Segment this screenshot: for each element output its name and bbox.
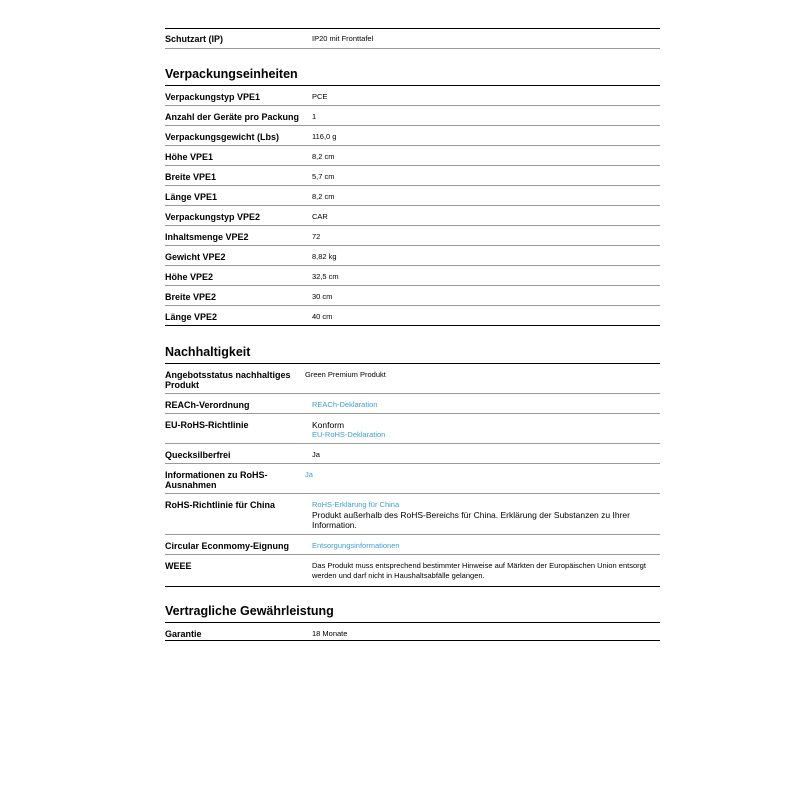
- spec-value: [305, 364, 660, 393]
- spec-value-text: Produkt außerhalb des RoHS-Bereichs für China. Erklärung der Substanzen zu Ihrer Information.: [312, 510, 630, 530]
- spec-value: [312, 246, 660, 265]
- spec-value: [312, 444, 660, 463]
- section-title-packaging: Verpackungseinheiten: [165, 67, 298, 81]
- spec-label: Länge VPE1: [165, 192, 218, 202]
- spec-value: [312, 623, 660, 640]
- spec-value-text: 32,5 cm: [312, 272, 339, 281]
- spec-row: [165, 106, 660, 126]
- spec-value: [312, 146, 660, 165]
- spec-row: [165, 555, 660, 587]
- spec-row: [165, 444, 660, 464]
- spec-label: Circular Econmomy-Eignung: [165, 541, 290, 551]
- spec-label: Inhaltsmenge VPE2: [165, 232, 249, 242]
- section-title-sustainability: Nachhaltigkeit: [165, 345, 251, 359]
- spec-label: Quecksilberfrei: [165, 450, 231, 460]
- spec-value-text: Das Produkt muss entsprechend bestimmter Hinweise auf Märkten der Europäischen Union entsorgt werden und darf nicht in Haushaltsabfälle gelangen.: [312, 561, 646, 580]
- spec-value-text: 18 Monate: [312, 629, 348, 638]
- spec-value-text: 8,2 cm: [312, 152, 335, 161]
- spec-label: Informationen zu RoHS-Ausnahmen: [165, 470, 268, 490]
- spec-label: Höhe VPE2: [165, 272, 214, 282]
- spec-value-text: 72: [312, 232, 321, 241]
- spec-label: REACh-Verordnung: [165, 400, 250, 410]
- spec-label: Anzahl der Geräte pro Packung: [165, 112, 300, 122]
- spec-link[interactable]: Ja: [305, 470, 313, 479]
- spec-value: [312, 226, 660, 245]
- spec-row: [165, 246, 660, 266]
- spec-row: [165, 464, 660, 494]
- spec-value-text: Ja: [312, 450, 320, 459]
- spec-row: [165, 394, 660, 414]
- section-title-warranty: Vertragliche Gewährleistung: [165, 604, 334, 618]
- spec-value: [312, 535, 660, 554]
- spec-link[interactable]: REACh-Deklaration: [312, 400, 378, 409]
- spec-label: Länge VPE2: [165, 312, 218, 322]
- spec-value: [312, 126, 660, 145]
- spec-row: [165, 126, 660, 146]
- spec-value: [312, 494, 660, 534]
- spec-row: [165, 146, 660, 166]
- spec-row: [165, 623, 660, 641]
- spec-label: Garantie: [165, 629, 202, 639]
- spec-link[interactable]: RoHS-Erklärung für China: [312, 500, 400, 509]
- spec-value-text: Konform: [312, 420, 345, 430]
- spec-value: [312, 414, 660, 443]
- spec-sheet: [165, 28, 660, 641]
- spec-label: Verpackungstyp VPE1: [165, 92, 261, 102]
- spec-label: Höhe VPE1: [165, 152, 214, 162]
- spec-label: Verpackungstyp VPE2: [165, 212, 261, 222]
- spec-value: [312, 106, 660, 125]
- spec-value: [312, 206, 660, 225]
- spec-row: [165, 266, 660, 286]
- spec-value-text: CAR: [312, 212, 328, 221]
- spec-value-text: 30 cm: [312, 292, 333, 301]
- spec-link[interactable]: EU-RoHS-Deklaration: [312, 430, 386, 439]
- spec-row: [165, 306, 660, 326]
- spec-value-text: 1: [312, 112, 317, 121]
- spec-label: EU-RoHS-Richtlinie: [165, 420, 249, 430]
- spec-label: WEEE: [165, 561, 192, 571]
- spec-value: [312, 86, 660, 105]
- spec-value: [312, 266, 660, 285]
- spec-value-text: Green Premium Produkt: [305, 370, 386, 379]
- spec-value: IP20 mit Fronttafel: [312, 34, 374, 43]
- spec-value: [312, 306, 660, 325]
- spec-row: [165, 226, 660, 246]
- spec-value: [312, 555, 660, 586]
- spec-label: Gewicht VPE2: [165, 252, 226, 262]
- spec-row: [165, 206, 660, 226]
- spec-row: [165, 186, 660, 206]
- spec-value: [312, 186, 660, 205]
- spec-value: [305, 464, 660, 493]
- spec-label: Schutzart (IP): [165, 34, 224, 44]
- spec-value-text: 8,2 cm: [312, 192, 335, 201]
- spec-row: [165, 414, 660, 444]
- spec-value-text: 116,0 g: [312, 132, 337, 141]
- spec-value: [312, 166, 660, 185]
- spec-row-schutzart: [165, 29, 660, 49]
- spec-value-text: 40 cm: [312, 312, 333, 321]
- spec-label: Breite VPE1: [165, 172, 217, 182]
- spec-value-text: PCE: [312, 92, 328, 101]
- spec-label: Angebotsstatus nachhaltiges Produkt: [165, 370, 291, 390]
- spec-value-text: 5,7 cm: [312, 172, 335, 181]
- spec-row: [165, 494, 660, 535]
- spec-row: [165, 166, 660, 186]
- spec-row: [165, 535, 660, 555]
- spec-value: [312, 394, 660, 413]
- spec-label: RoHS-Richtlinie für China: [165, 500, 275, 510]
- spec-row: [165, 364, 660, 394]
- spec-row: [165, 286, 660, 306]
- spec-label: Verpackungsgewicht (Lbs): [165, 132, 280, 142]
- spec-link[interactable]: Entsorgungsinformationen: [312, 541, 400, 550]
- spec-value-text: 8,82 kg: [312, 252, 337, 261]
- spec-row: [165, 86, 660, 106]
- spec-value: [312, 286, 660, 305]
- spec-label: Breite VPE2: [165, 292, 217, 302]
